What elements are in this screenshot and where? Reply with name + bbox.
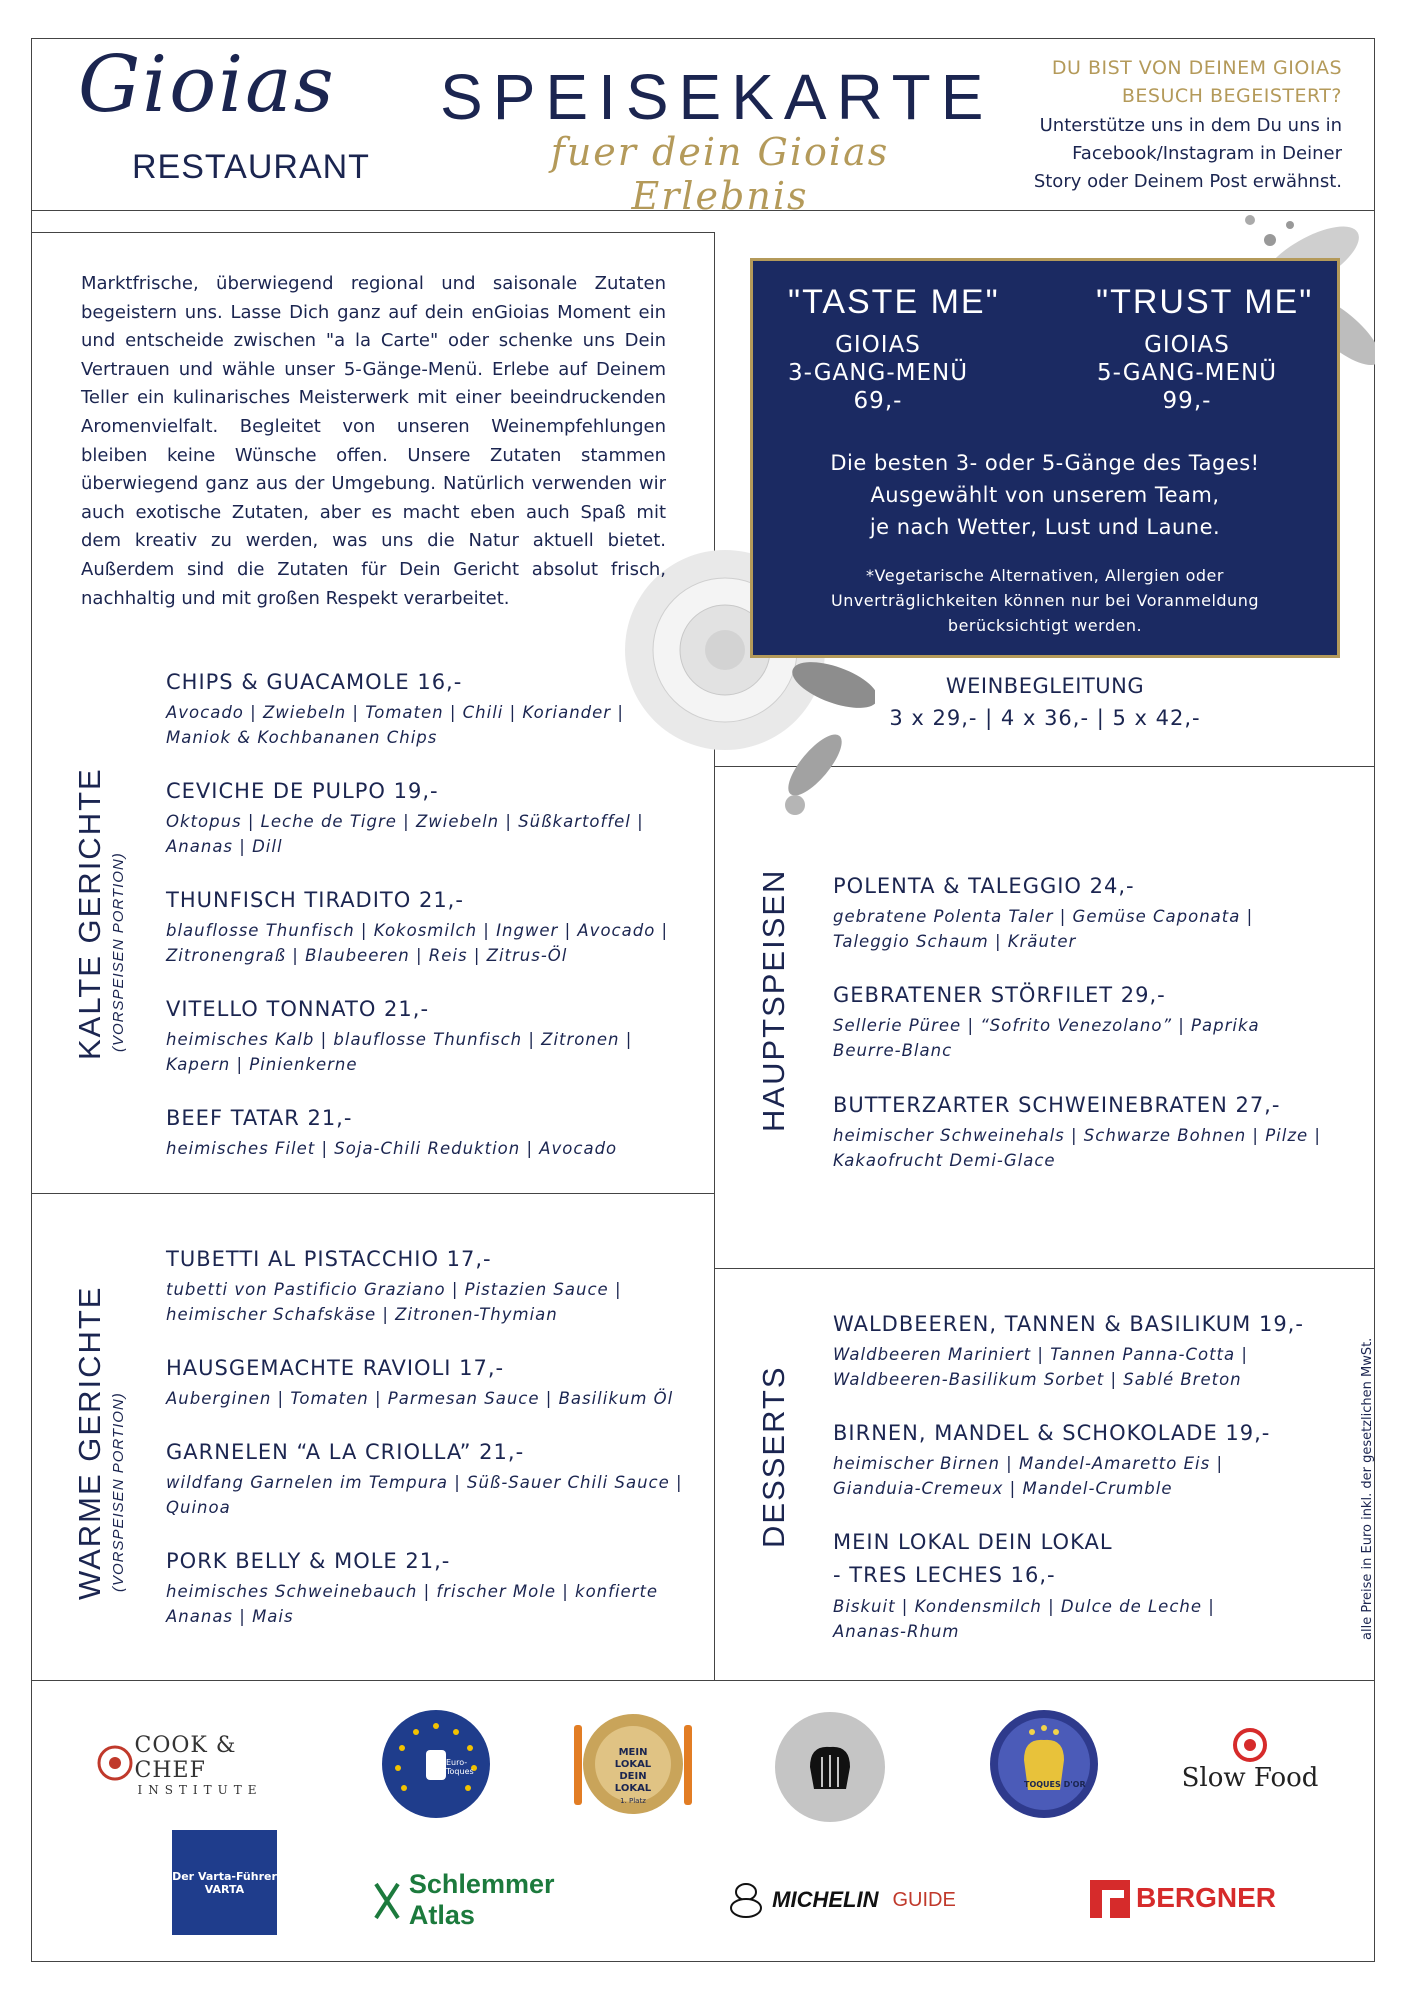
dish-name: BUTTERZARTER SCHWEINEBRATEN 27,- — [833, 1093, 1281, 1117]
michelin-guide-logo — [710, 1875, 970, 1925]
promo-body-line-1: Unterstütze uns in dem Du uns in — [1039, 115, 1342, 136]
dish-desc-line: Ananas-Rhum — [833, 1622, 960, 1641]
dish-name: PORK BELLY & MOLE 21,- — [166, 1549, 451, 1573]
dish-desc-line: Beurre-Blanc — [833, 1041, 953, 1060]
section-title-desserts: DESSERTS — [756, 1365, 791, 1548]
dish-description — [166, 1470, 683, 1520]
toques-dor-text: TOQUES D'OR — [1024, 1780, 1086, 1789]
dish-desc-line: heimisches Filet | Soja-Chili Reduktion | Avocado — [166, 1139, 618, 1158]
dish-desc-line: Ananas | Dill — [166, 837, 283, 856]
dish-desc-line: Zitronengraß | Blaubeeren | Reis | Zitrus-Öl — [166, 946, 568, 965]
dish-description — [833, 904, 1253, 954]
dish-desc-line: Oktopus | Leche de Tigre | Zwiebeln | Süßkartoffel | — [166, 812, 644, 831]
tasting-menu-box — [750, 258, 1340, 658]
footer-divider — [31, 1680, 1375, 1681]
logo-subtitle: RESTAURANT — [132, 148, 370, 186]
dish-desc-line: Maniok & Kochbananen Chips — [166, 728, 438, 747]
dish-name: CEVICHE DE PULPO 19,- — [166, 779, 439, 803]
dish-desc-line: heimisches Kalb | blauflosse Thunfisch | Zitronen | — [166, 1030, 633, 1049]
dish-description — [166, 1136, 617, 1161]
taste-me-details — [753, 331, 1003, 415]
michelin-text: MICHELIN — [772, 1887, 879, 1912]
vat-note: alle Preise in Euro inkl. der gesetzlichen MwSt. — [1360, 1337, 1375, 1640]
dish-description — [166, 1386, 673, 1411]
dish-desc-line: heimischer Schweinehals | Schwarze Bohnen | Pilze | — [833, 1126, 1321, 1145]
bergner-text: BERGNER — [1135, 1882, 1276, 1913]
dish-name: HAUSGEMACHTE RAVIOLI 17,- — [166, 1356, 505, 1380]
varta-subtitle: VARTA — [204, 1882, 245, 1896]
dish-desc-line: gebratene Polenta Taler | Gemüse Caponata | — [833, 907, 1254, 926]
trust-me-line-2: 5-GANG-MENÜ — [1096, 360, 1278, 386]
page-title: SPEISEKARTE — [440, 61, 994, 133]
kalte-warme-divider — [31, 1193, 715, 1194]
haupt-dessert-divider — [714, 1268, 1375, 1269]
cook-chef-subtext: INSTITUTE — [137, 1783, 263, 1797]
dish-desc-line: Sellerie Püree | “Sofrito Venezolano” | Paprika — [833, 1016, 1260, 1035]
dish-desc-line: Kakaofrucht Demi-Glace — [833, 1151, 1056, 1170]
slow-food-text: Slow Food — [1181, 1763, 1319, 1793]
dish-description — [166, 1027, 632, 1077]
chef-toque-logo — [775, 1712, 885, 1822]
dish-description — [166, 918, 668, 968]
section-label-desserts — [756, 1365, 792, 1548]
dish-desc-line: Avocado | Zwiebeln | Tomaten | Chili | Koriander | — [166, 703, 624, 722]
dish-name: BEEF TATAR 21,- — [166, 1106, 353, 1130]
menu-box-note-2: Unverträglichkeiten können nur bei Voranmeldung — [830, 591, 1259, 610]
section-sub-kalte: (VORSPEISEN PORTION) — [110, 852, 127, 1052]
dish-desc-line: Waldbeeren Mariniert | Tannen Panna-Cotta | — [833, 1345, 1248, 1364]
bergner-mark-icon — [1088, 1876, 1132, 1920]
dish-desc-line: Biskuit | Kondensmilch | Dulce de Leche | — [833, 1597, 1215, 1616]
dish-desc-line: blauflosse Thunfisch | Kokosmilch | Ingwer | Avocado | — [166, 921, 669, 940]
section-title-warme: WARME GERICHTE — [72, 1285, 107, 1600]
promo-body-line-3: Story oder Deinem Post erwähnst. — [1033, 171, 1342, 192]
promo-heading — [990, 54, 1342, 110]
menu-box-description — [753, 447, 1337, 543]
wine-pairing-prices: 3 x 29,- | 4 x 36,- | 5 x 42,- — [889, 706, 1201, 730]
dish-name: THUNFISCH TIRADITO 21,- — [166, 888, 464, 912]
michelin-man-icon — [724, 1880, 768, 1920]
dish-desc-line: wildfang Garnelen im Tempura | Süß-Sauer Chili Sauce | — [166, 1473, 683, 1492]
promo-body — [990, 112, 1342, 196]
dish-desc-line: heimisches Schweinebauch | frischer Mole | konfierte — [166, 1582, 659, 1601]
schlemmer-atlas-logo — [370, 1869, 620, 1930]
dish-name: - TRES LECHES 16,- — [833, 1563, 1056, 1587]
cook-chef-text: COOK & CHEF — [134, 1733, 237, 1783]
dish-description — [833, 1013, 1260, 1063]
slow-food-logo — [1170, 1720, 1330, 1800]
menu-box-note — [773, 563, 1317, 638]
dish-name: GEBRATENER STÖRFILET 29,- — [833, 983, 1166, 1007]
center-divider — [714, 232, 715, 1680]
mein-lokal-logo — [568, 1705, 698, 1823]
taste-me-line-1: GIOIAS — [835, 332, 921, 358]
dish-name: CHIPS & GUACAMOLE 16,- — [166, 670, 463, 694]
logo-script: Gioias — [78, 40, 336, 130]
dish-description — [833, 1123, 1321, 1173]
taste-me-price: 69,- — [853, 388, 903, 414]
dish-desc-line: Taleggio Schaum | Kräuter — [833, 932, 1077, 951]
mein-lokal-place: 1. Platz — [620, 1797, 646, 1805]
dish-description — [166, 1579, 658, 1629]
chef-hat-icon — [95, 1733, 135, 1783]
dish-description — [833, 1451, 1223, 1501]
taste-me-line-2: 3-GANG-MENÜ — [787, 360, 969, 386]
bergner-logo — [1082, 1870, 1282, 1926]
varta-title: Der Varta-Führer — [172, 1869, 277, 1883]
menu-box-desc-2: Ausgewählt von unserem Team, — [870, 483, 1220, 507]
dish-description — [833, 1342, 1248, 1392]
dish-desc-line: Auberginen | Tomaten | Parmesan Sauce | Basilikum Öl — [166, 1389, 674, 1408]
section-title-kalte: KALTE GERICHTE — [72, 767, 107, 1060]
dish-name: WALDBEEREN, TANNEN & BASILIKUM 19,- — [833, 1312, 1304, 1336]
dish-name: BIRNEN, MANDEL & SCHOKOLADE 19,- — [833, 1421, 1271, 1445]
schlemmer-atlas-text: Schlemmer Atlas — [408, 1869, 555, 1930]
trust-me-details — [1062, 331, 1312, 415]
section-label-kalte — [72, 767, 127, 1060]
dish-desc-line: Gianduia-Cremeux | Mandel-Crumble — [833, 1479, 1173, 1498]
varta-logo — [172, 1830, 277, 1935]
dish-desc-line: Ananas | Mais — [166, 1607, 294, 1626]
section-label-warme — [72, 1286, 127, 1600]
section-sub-warme: (VORSPEISEN PORTION) — [110, 1392, 127, 1592]
dein-lokal-text: DEIN LOKAL — [614, 1771, 652, 1794]
taste-me-title: "TASTE ME" — [788, 283, 1000, 321]
dish-desc-line: heimischer Birnen | Mandel-Amaretto Eis | — [833, 1454, 1224, 1473]
section-title-haupt: HAUPTSPEISEN — [756, 868, 791, 1132]
wine-pairing-label: WEINBEGLEITUNG — [945, 674, 1145, 698]
promo-heading-line-2: BESUCH BEGEISTERT? — [1121, 85, 1342, 107]
snail-icon — [1230, 1727, 1270, 1763]
dish-description — [166, 1277, 622, 1327]
dish-desc-line: Waldbeeren-Basilikum Sorbet | Sablé Breton — [833, 1370, 1242, 1389]
guide-text: GUIDE — [892, 1888, 956, 1911]
dish-desc-line: Quinoa — [166, 1498, 231, 1517]
toque-icon — [800, 1737, 860, 1797]
toques-dor-logo — [990, 1710, 1098, 1818]
cook-chef-logo — [95, 1725, 305, 1805]
menu-box-desc-3: je nach Wetter, Lust und Laune. — [869, 515, 1221, 539]
header-divider-2 — [31, 232, 715, 233]
menu-box-desc-1: Die besten 3- oder 5-Gänge des Tages! — [830, 451, 1260, 475]
page-subtitle: fuer dein Gioias Erlebnis — [550, 130, 890, 218]
menu-box-note-1: *Vegetarische Alternativen, Allergien oder — [866, 566, 1224, 585]
golden-toque-icon — [990, 1710, 1098, 1818]
intro-text: Marktfrische, überwiegend regional und saisonale Zutaten begeistern uns. Lasse Dich ganz auf dein enGioias Moment ein und entscheide zwischen "a la Carte" oder schenke uns Dein Vertrauen und wähle unser 5-Gänge-Menü. Erlebe auf Deinem Teller ein kulinarisches Meisterwerk mit einer beeindruckenden Aromenvielfalt. Begleitet von unseren Weinempfehlungen bleiben keine Wünsche offen. Unsere Zutaten stammen überwiegend ganz aus der Umgebung. Natürlich verwenden wir auch exotische Zutaten, aber es macht eben auch Spaß mit dem kreativ zu werden, was uns die Natur aktuell bietet. Außerdem sind die Zutaten für Dein Gericht absolut frisch, nachhaltig und mit großen Respekt verarbeitet. — [81, 273, 666, 609]
eurotoques-text: Euro-Toques — [446, 1758, 474, 1776]
menu-box-note-3: berücksichtigt werden. — [947, 616, 1143, 635]
trust-me-title: "TRUST ME" — [1096, 283, 1314, 321]
dish-name: GARNELEN “A LA CRIOLLA” 21,- — [166, 1440, 525, 1464]
mein-lokal-text: MEIN LOKAL — [614, 1747, 652, 1770]
dish-name: MEIN LOKAL DEIN LOKAL — [833, 1530, 1113, 1554]
promo-body-line-2: Facebook/Instagram in Deiner — [1072, 143, 1342, 164]
dish-desc-line: heimischer Schafskäse | Zitronen-Thymian — [166, 1305, 558, 1324]
dish-name: VITELLO TONNATO 21,- — [166, 997, 430, 1021]
eurotoques-logo — [382, 1710, 490, 1818]
dish-description — [166, 700, 624, 750]
trust-me-line-1: GIOIAS — [1144, 332, 1230, 358]
promo-heading-line-1: DU BIST VON DEINEM GIOIAS — [1051, 57, 1342, 79]
trust-me-price: 99,- — [1162, 388, 1212, 414]
dish-description — [833, 1594, 1215, 1644]
dish-description — [166, 809, 644, 859]
dish-name: POLENTA & TALEGGIO 24,- — [833, 874, 1135, 898]
dish-desc-line: tubetti von Pastificio Graziano | Pistazien Sauce | — [166, 1280, 622, 1299]
dish-desc-line: Kapern | Pinienkerne — [166, 1055, 358, 1074]
cutlery-icon — [370, 1880, 403, 1920]
section-label-haupt — [756, 869, 792, 1132]
dish-name: TUBETTI AL PISTACCHIO 17,- — [166, 1247, 492, 1271]
